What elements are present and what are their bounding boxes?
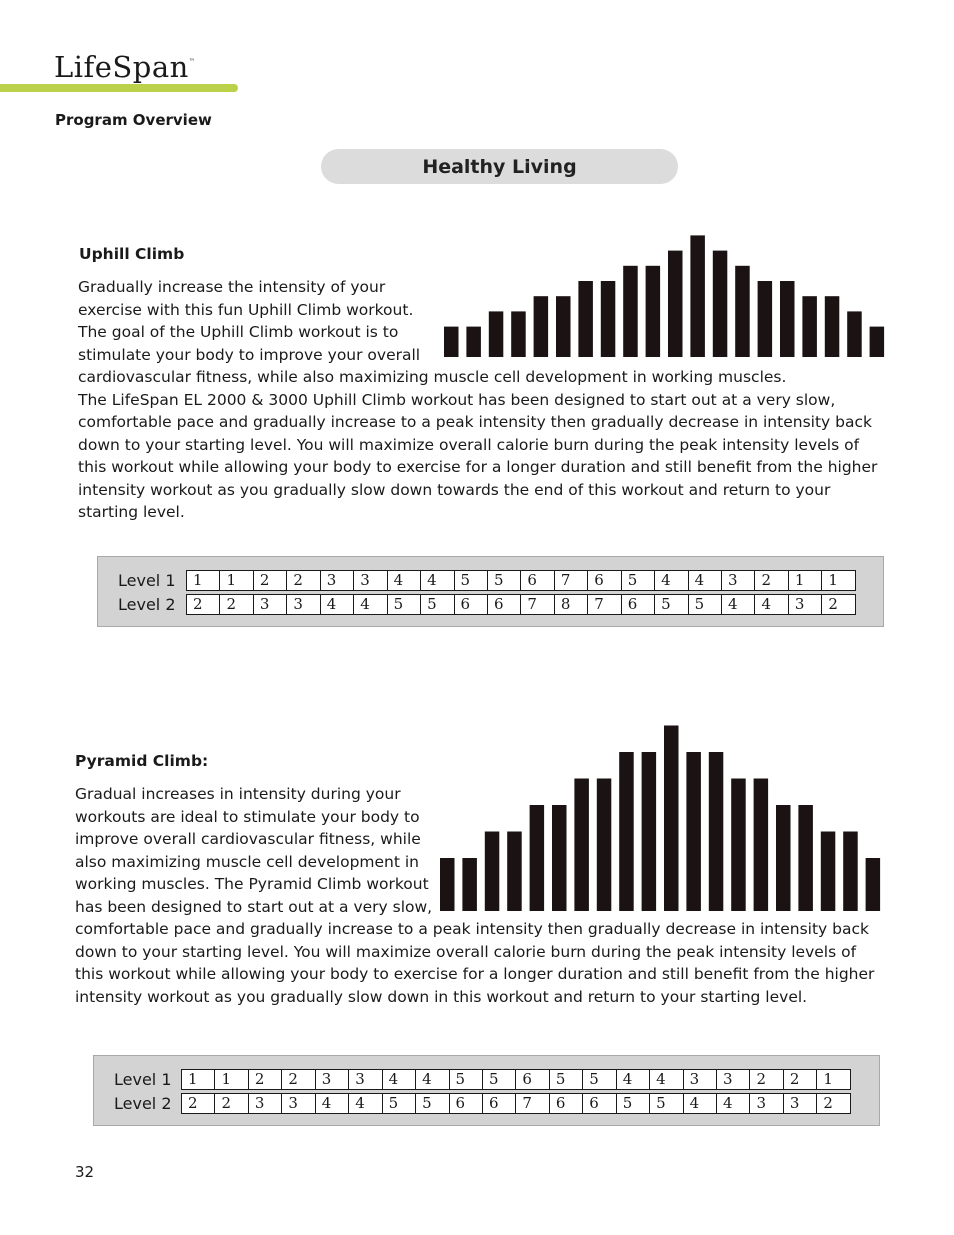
level-cell: 3 bbox=[683, 1069, 717, 1090]
level-cell: 3 bbox=[281, 1093, 315, 1114]
level-cell: 2 bbox=[816, 1093, 850, 1114]
level-cell: 5 bbox=[487, 570, 521, 591]
level-cell: 4 bbox=[315, 1093, 349, 1114]
uphill-level2-row bbox=[187, 594, 856, 615]
level-cell: 2 bbox=[783, 1069, 817, 1090]
level-cell: 4 bbox=[320, 594, 354, 615]
level-cell: 5 bbox=[621, 570, 655, 591]
level-cell: 5 bbox=[387, 594, 421, 615]
level-cell: 4 bbox=[348, 1093, 382, 1114]
level-cell: 7 bbox=[554, 570, 588, 591]
level-cell: 3 bbox=[315, 1069, 349, 1090]
level-cell: 4 bbox=[382, 1069, 416, 1090]
level-cell: 2 bbox=[186, 594, 220, 615]
section-title: Program Overview bbox=[55, 111, 212, 129]
level-cell: 4 bbox=[683, 1093, 717, 1114]
level-cell: 2 bbox=[214, 1093, 248, 1114]
level-cell: 2 bbox=[219, 594, 253, 615]
level-cell: 6 bbox=[549, 1093, 583, 1114]
level-cell: 2 bbox=[286, 570, 320, 591]
level-cell: 5 bbox=[382, 1093, 416, 1114]
trademark-mark: ™ bbox=[188, 58, 196, 65]
level-cell: 6 bbox=[587, 570, 621, 591]
level-cell: 6 bbox=[621, 594, 655, 615]
level-cell: 1 bbox=[219, 570, 253, 591]
level-cell: 2 bbox=[281, 1069, 315, 1090]
pyramid-level-table bbox=[93, 1055, 880, 1126]
level-cell: 3 bbox=[716, 1069, 750, 1090]
level-cell: 3 bbox=[788, 594, 822, 615]
level-cell: 3 bbox=[783, 1093, 817, 1114]
level-cell: 3 bbox=[353, 570, 387, 591]
pyramid-level1-label: Level 1 bbox=[114, 1070, 172, 1089]
level-cell: 6 bbox=[454, 594, 488, 615]
level-cell: 7 bbox=[515, 1093, 549, 1114]
level-cell: 1 bbox=[788, 570, 822, 591]
logo-text: LifeSpan bbox=[54, 50, 189, 84]
pyramid-description: Gradual increases in intensity during your workouts are ideal to stimulate your body to improve overall cardiovascular fitness, while also maximizing muscle cell development in working muscles. The Pyramid Climb workout has been designed to start out at a very slow, comfortable pace and gradually increase to a peak intensity then gradually decrease in intensity back down to your starting level. You will maximize overall calorie burn during the peak intensity levels of this workout while allowing your body to exercise for a longer duration and still benefit from the higher intensity workout as you gradually slow down in this workout and return to your starting level. bbox=[75, 785, 875, 1006]
level-cell: 5 bbox=[420, 594, 454, 615]
uphill-title: Uphill Climb bbox=[79, 245, 185, 263]
level-cell: 8 bbox=[554, 594, 588, 615]
level-cell: 4 bbox=[688, 570, 722, 591]
level-cell: 2 bbox=[253, 570, 287, 591]
level-cell: 5 bbox=[654, 594, 688, 615]
uphill-level1-label: Level 1 bbox=[118, 571, 176, 590]
program-banner: Healthy Living bbox=[321, 149, 678, 184]
lifespan-logo bbox=[54, 50, 195, 84]
level-cell: 5 bbox=[616, 1093, 650, 1114]
level-cell: 1 bbox=[816, 1069, 850, 1090]
level-cell: 1 bbox=[186, 570, 220, 591]
uphill-level2-label: Level 2 bbox=[118, 595, 176, 614]
pyramid-title: Pyramid Climb: bbox=[75, 752, 209, 770]
level-cell: 1 bbox=[214, 1069, 248, 1090]
page-number: 32 bbox=[75, 1163, 95, 1181]
level-cell: 4 bbox=[387, 570, 421, 591]
level-cell: 3 bbox=[253, 594, 287, 615]
uphill-level-table bbox=[97, 556, 884, 627]
level-cell: 4 bbox=[353, 594, 387, 615]
level-cell: 3 bbox=[749, 1093, 783, 1114]
level-cell: 5 bbox=[482, 1069, 516, 1090]
pyramid-level2-label: Level 2 bbox=[114, 1094, 172, 1113]
level-cell: 2 bbox=[248, 1069, 282, 1090]
level-cell: 6 bbox=[582, 1093, 616, 1114]
logo-accent-bar bbox=[0, 84, 238, 92]
uphill-description: Gradually increase the intensity of your exercise with this fun Uphill Climb workout. The goal of the Uphill Climb workout is to stimulate your body to improve your overall cardiovascular fitness, while also maximizing muscle cell development in working muscles. The LifeSpan EL 2000 & 3000 Uphill Climb workout has been designed to start out at a very slow, comfortable pace and gradually increase to a peak intensity then gradually decrease in intensity back down to your starting level. You will maximize overall calorie burn during the peak intensity levels of this workout while allowing your body to exercise for a longer duration and still benefit from the higher intensity workout as you gradually slow down towards the end of this workout and return to your starting level. bbox=[78, 278, 878, 521]
level-cell: 4 bbox=[616, 1069, 650, 1090]
level-cell: 6 bbox=[515, 1069, 549, 1090]
pyramid-level1-row bbox=[182, 1069, 851, 1090]
level-cell: 7 bbox=[587, 594, 621, 615]
level-cell: 5 bbox=[454, 570, 488, 591]
level-cell: 5 bbox=[649, 1093, 683, 1114]
level-cell: 2 bbox=[754, 570, 788, 591]
level-cell: 3 bbox=[320, 570, 354, 591]
level-cell: 4 bbox=[649, 1069, 683, 1090]
level-cell: 2 bbox=[181, 1093, 215, 1114]
level-cell: 5 bbox=[449, 1069, 483, 1090]
level-cell: 3 bbox=[248, 1093, 282, 1114]
level-cell: 4 bbox=[716, 1093, 750, 1114]
pyramid-level2-row bbox=[182, 1093, 851, 1114]
level-cell: 3 bbox=[286, 594, 320, 615]
level-cell: 2 bbox=[821, 594, 855, 615]
level-cell: 6 bbox=[487, 594, 521, 615]
level-cell: 6 bbox=[482, 1093, 516, 1114]
level-cell: 3 bbox=[348, 1069, 382, 1090]
uphill-level1-row bbox=[187, 570, 856, 591]
level-cell: 4 bbox=[754, 594, 788, 615]
level-cell: 5 bbox=[582, 1069, 616, 1090]
level-cell: 5 bbox=[688, 594, 722, 615]
level-cell: 4 bbox=[420, 570, 454, 591]
level-cell: 4 bbox=[415, 1069, 449, 1090]
level-cell: 2 bbox=[749, 1069, 783, 1090]
level-cell: 3 bbox=[721, 570, 755, 591]
level-cell: 7 bbox=[520, 594, 554, 615]
level-cell: 6 bbox=[520, 570, 554, 591]
level-cell: 1 bbox=[821, 570, 855, 591]
level-cell: 5 bbox=[549, 1069, 583, 1090]
level-cell: 4 bbox=[721, 594, 755, 615]
level-cell: 5 bbox=[415, 1093, 449, 1114]
level-cell: 4 bbox=[654, 570, 688, 591]
level-cell: 6 bbox=[449, 1093, 483, 1114]
level-cell: 1 bbox=[181, 1069, 215, 1090]
